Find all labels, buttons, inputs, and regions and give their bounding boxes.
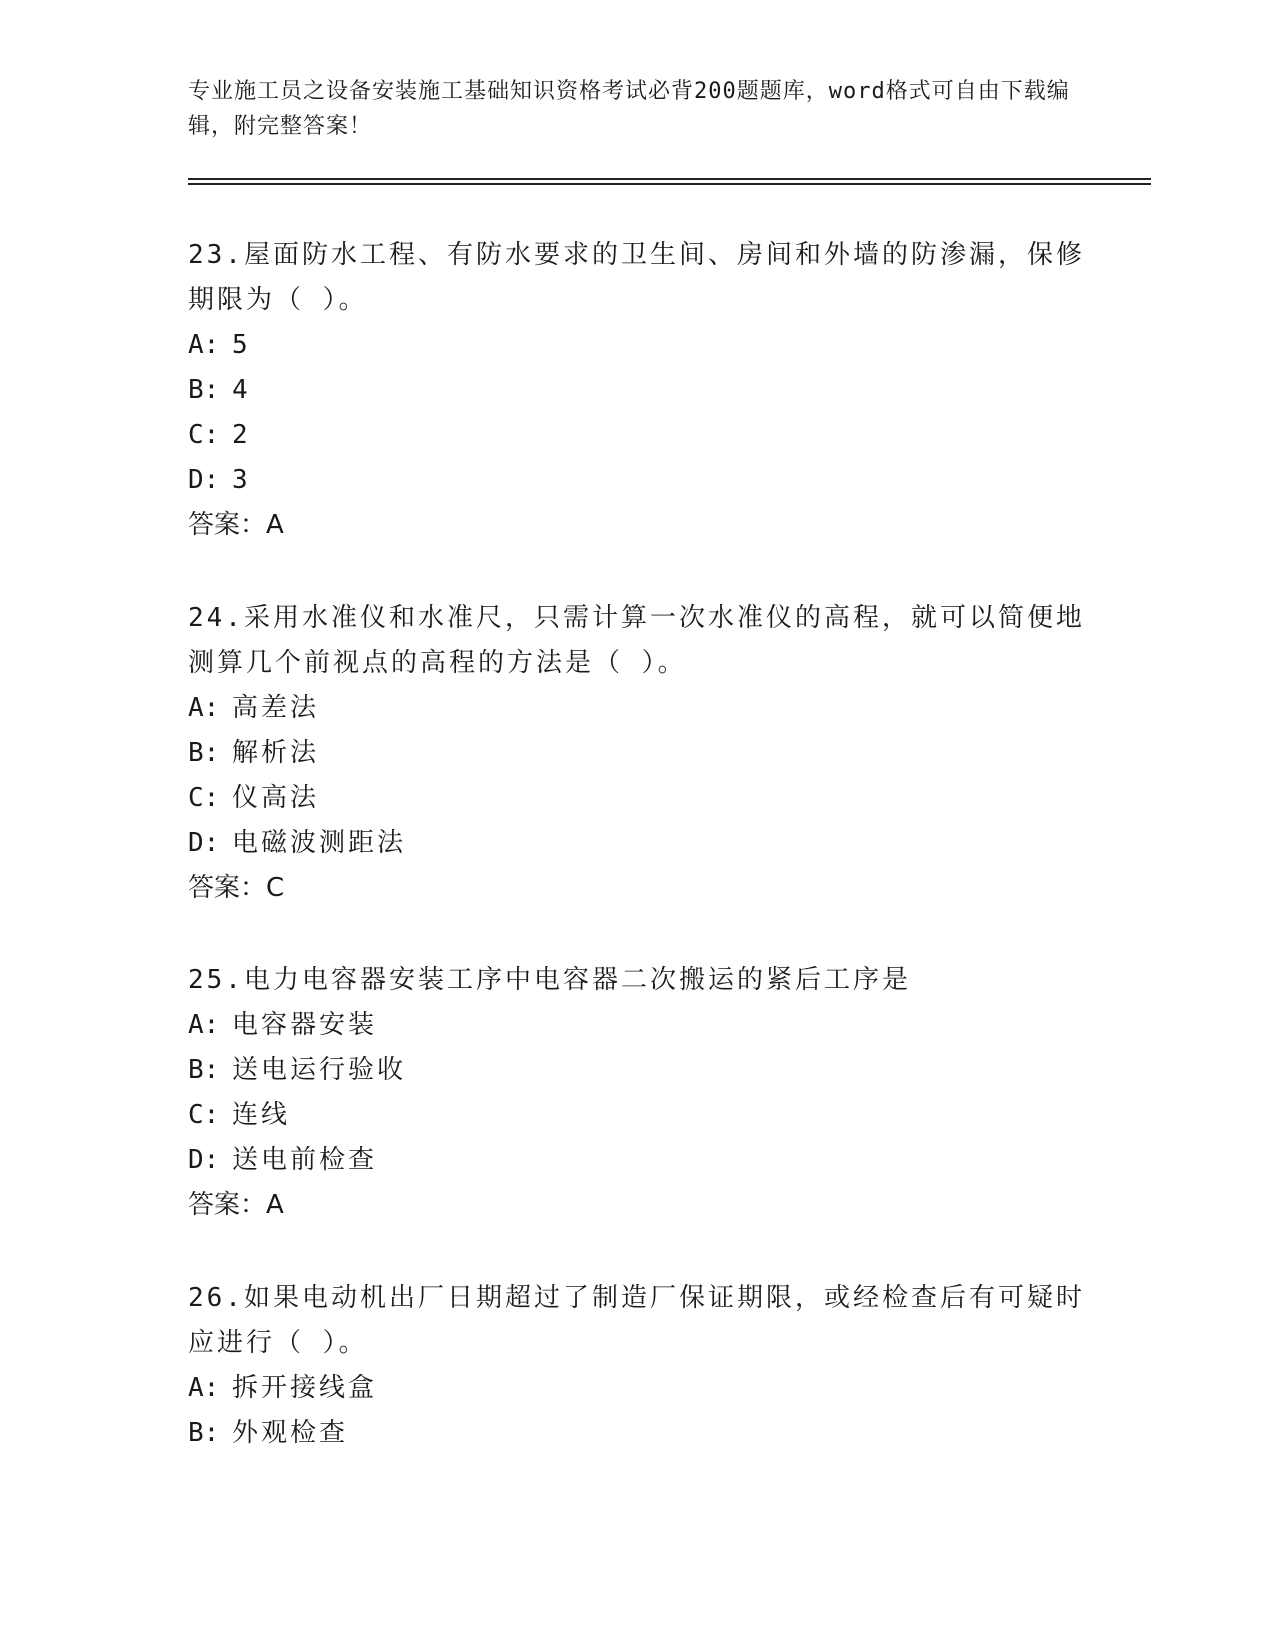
option-text: 2 [232, 420, 251, 450]
option-letter: D: [188, 465, 220, 495]
option-letter: B: [188, 1418, 220, 1448]
option-letter: D: [188, 828, 220, 858]
option-b [188, 368, 1088, 413]
option-d [188, 821, 1088, 866]
option-letter: A: [188, 1010, 220, 1040]
option-text: 外观检查 [232, 1418, 349, 1448]
option-letter: A: [188, 693, 220, 723]
option-letter: A: [188, 1373, 220, 1403]
header-divider-top [188, 178, 1151, 180]
option-c [188, 1093, 1088, 1138]
answer-line: 答案：A [188, 510, 284, 540]
option-letter: B: [188, 738, 220, 768]
question-stem: 23.屋面防水工程、有防水要求的卫生间、房间和外墙的防渗漏，保修期限为（ ）。 [188, 240, 1085, 315]
option-a [188, 1366, 1088, 1411]
option-d [188, 1138, 1088, 1183]
option-text: 解析法 [232, 738, 320, 768]
option-a [188, 323, 1088, 368]
option-letter: C: [188, 420, 220, 450]
option-letter: C: [188, 783, 220, 813]
question-stem: 25.电力电容器安装工序中电容器二次搬运的紧后工序是 [188, 965, 911, 995]
option-text: 电磁波测距法 [232, 828, 407, 858]
header-divider-bottom [188, 183, 1151, 185]
option-letter: B: [188, 1055, 220, 1085]
document-title: 专业施工员之设备安装施工基础知识资格考试必背200题题库，word格式可自由下载编辑，附完整答案！ [188, 79, 1070, 139]
option-b [188, 731, 1088, 776]
option-b [188, 1048, 1088, 1093]
option-letter: D: [188, 1145, 220, 1175]
answer-line: 答案：A [188, 1190, 284, 1220]
option-c [188, 776, 1088, 821]
option-a [188, 1003, 1088, 1048]
question-stem: 24.采用水准仪和水准尺，只需计算一次水准仪的高程，就可以简便地测算几个前视点的高程的方法是（ ）。 [188, 603, 1085, 678]
option-letter: B: [188, 375, 220, 405]
option-text: 送电运行验收 [232, 1055, 407, 1085]
question-26 [188, 1276, 1088, 1456]
option-b [188, 1411, 1088, 1456]
option-text: 拆开接线盒 [232, 1373, 378, 1403]
option-text: 3 [232, 465, 251, 495]
option-letter: C: [188, 1100, 220, 1130]
option-text: 送电前检查 [232, 1145, 378, 1175]
option-c [188, 413, 1088, 458]
option-text: 4 [232, 375, 251, 405]
option-text: 仪高法 [232, 783, 320, 813]
option-text: 5 [232, 330, 251, 360]
option-text: 高差法 [232, 693, 320, 723]
option-a [188, 686, 1088, 731]
option-text: 连线 [232, 1100, 291, 1130]
answer-line: 答案：C [188, 873, 285, 903]
question-stem: 26.如果电动机出厂日期超过了制造厂保证期限，或经检查后有可疑时应进行（ ）。 [188, 1283, 1085, 1358]
option-text: 电容器安装 [232, 1010, 378, 1040]
question-25 [188, 958, 1088, 1228]
question-23 [188, 233, 1088, 548]
option-d [188, 458, 1088, 503]
question-24 [188, 596, 1088, 911]
option-letter: A: [188, 330, 220, 360]
